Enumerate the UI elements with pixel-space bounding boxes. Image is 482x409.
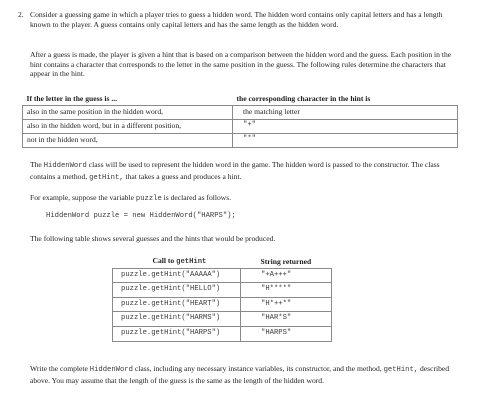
rule-result-cell: the matching letter (233, 105, 458, 119)
hint-result-cell: "+A+++" (241, 268, 332, 283)
table-row (113, 268, 332, 283)
table-row (23, 105, 458, 119)
table-row (113, 283, 332, 298)
table-row (113, 312, 332, 327)
hint-result-cell: "H*++*" (241, 297, 332, 312)
rule-condition-cell: also in the hidden word, but in a different position, (23, 119, 233, 133)
hint-rules-table (22, 93, 458, 148)
hint-call-cell: puzzle.getHint("HEART") (113, 297, 241, 312)
table-row (23, 119, 458, 133)
task-paragraph (30, 364, 460, 385)
class-name-code: HiddenWord (43, 162, 87, 170)
hint-explanation-paragraph: After a guess is made, the player is given a hint that is based on a comparison between the hidden word and the guess. Each position in the hint contains a character that corresponds to the letter in the same position in the guess. The following rules determine the characters that appear in the hint. (30, 50, 452, 79)
class-name-code: HiddenWord (89, 366, 133, 374)
hints-header-call: Call to getHint (152, 256, 207, 266)
rule-result-cell: "*" (233, 133, 458, 147)
intro-paragraph: Consider a guessing game in which a player tries to guess a hidden word. The hidden word contains only capital letters and has a length known to the player. A guess contains only capital letters and has the same length as the hidden word. (30, 10, 443, 29)
rule-condition-cell: not in the hidden word, (23, 133, 233, 147)
class-intro-text: that takes a guess and produces a hint. (123, 171, 242, 181)
question-number: 2. (18, 10, 24, 19)
rules-table-header-row (23, 93, 458, 105)
hint-examples-table (112, 256, 332, 342)
hint-call-cell: puzzle.getHint("HELLO") (113, 283, 241, 298)
rules-header-hint-character: the corresponding character in the hint is (236, 93, 371, 103)
task-text: class, including any necessary instance variables, its constructor, and the method, (132, 364, 384, 373)
table-intro-paragraph: The following table shows several guesses and the hints that would be produced. (30, 234, 276, 243)
task-text: Write the complete (30, 364, 90, 373)
variable-name-code: puzzle (135, 195, 162, 203)
rule-condition-cell: also in the same position in the hidden word, (23, 105, 233, 119)
hint-call-cell: puzzle.getHint("HARPS") (113, 326, 241, 341)
table-row (113, 297, 332, 312)
hint-result-cell: "HAR*S" (241, 312, 332, 327)
table-row (113, 326, 332, 341)
example-paragraph (30, 193, 460, 205)
example-text: is declared as follows. (161, 193, 232, 202)
table-row (23, 133, 458, 147)
rules-header-guess-letter: If the letter in the guess is ... (26, 93, 118, 103)
class-intro-text: class will be used to represent the hidden word in the game. The hidden word is passed to the constructor. The class contains a method, (30, 160, 440, 181)
hints-table-header-row (113, 256, 332, 268)
class-intro-text: The (30, 160, 44, 169)
method-name-code: getHint, (89, 173, 124, 182)
hint-result-cell: "H****" (241, 283, 332, 298)
declaration-code-line: HiddenWord puzzle = new HiddenWord("HARPS"); (46, 212, 236, 220)
task-text: described above. You may assume that the length of the guess is the same as the length of the hidden word. (30, 364, 450, 385)
class-description-paragraph (30, 160, 460, 183)
hint-call-cell: puzzle.getHint("HARMS") (113, 312, 241, 327)
method-name-code: getHint, (383, 366, 419, 374)
hint-result-cell: "HARPS" (241, 326, 332, 341)
example-text: For example, suppose the variable (30, 193, 136, 202)
rule-result-cell: "+" (233, 119, 458, 133)
hints-header-result: String returned (260, 257, 312, 266)
hint-call-cell: puzzle.getHint("AAAAA") (113, 268, 241, 283)
